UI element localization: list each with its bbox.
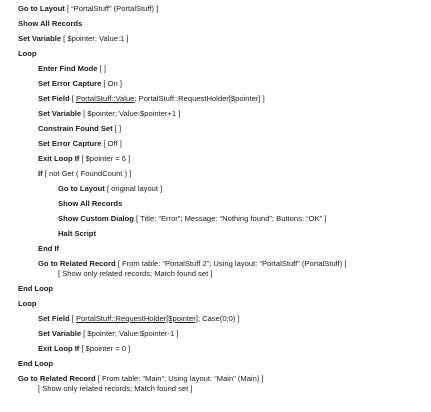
step-parameters: ; PortalStuff::RequestHolder[$pointer] ] [134,94,265,103]
step-parameters: [ $pointer; Value:$pointer-1 ] [81,329,179,338]
step-name: Loop [18,299,37,308]
script-step [18,49,37,59]
step-name: Exit Loop If [38,154,80,163]
step-name: Show All Records [58,199,123,208]
step-name: Enter Find Mode [38,64,98,73]
script-step [18,284,53,294]
step-parameters: [ not Get ( FoundCount ) ] [42,169,132,178]
step-name: Show Custom Dialog [58,214,134,223]
step-parameters: [ $pointer = 0 ] [79,344,131,353]
step-name: Go to Related Record [38,259,116,268]
script-step [58,199,122,209]
script-step [38,244,59,254]
script-step [58,229,96,239]
script-step [38,64,106,74]
step-name: Go to Layout [18,4,65,13]
script-step [38,94,265,104]
step-name: Halt Script [58,229,96,238]
step-name: Show All Records [18,19,83,28]
step-parameters: [ Title: “Error”; Message: “Nothing found”; Buttons: “OK” ] [133,214,327,223]
step-parameters: [ From table: “PortalStuff 2”; Using layout: “PortalStuff” (PortalStuff) ] [115,259,347,268]
script-step [38,154,130,164]
step-name: Set Variable [18,34,62,43]
script-step [38,344,130,354]
field-reference: PortalStuff::RequestHolder[$pointer] [76,314,198,323]
step-parameters: [ Show only related records; Match found set ] [58,269,213,278]
step-name: Set Field [38,314,70,323]
step-parameters: ; Case(0;0) ] [197,314,240,323]
script-step [38,329,178,339]
step-parameters: [ Off ] [101,139,122,148]
step-name: Set Error Capture [38,79,102,88]
step-name: Set Error Capture [38,139,102,148]
field-reference: PortalStuff::Value [76,94,135,103]
script-step [18,19,82,29]
step-name: If [38,169,43,178]
step-parameters: [ ] [112,124,122,133]
script-step [58,269,213,279]
script-step [58,214,326,224]
step-name: Constrain Found Set [38,124,113,133]
script-step [38,384,193,394]
step-name: Go to Layout [58,184,105,193]
script-step [18,374,264,384]
step-parameters: [ $pointer; Value:1 ] [61,34,129,43]
step-name: Go to Related Record [18,374,96,383]
step-name: End If [38,244,60,253]
step-name: Exit Loop If [38,344,80,353]
script-step [18,4,158,14]
step-name: Loop [18,49,37,58]
script-step [38,314,240,324]
script-step [38,139,122,149]
step-name: End Loop [18,284,54,293]
script-step [38,79,122,89]
step-parameters: [ [69,94,76,103]
script-step [18,34,128,44]
script-step [58,184,162,194]
step-parameters: [ “PortalStuff” (PortalStuff) ] [64,4,159,13]
step-name: Set Field [38,94,70,103]
step-parameters: [ [69,314,76,323]
script-step [38,259,347,269]
script-step [38,169,131,179]
script-step [18,359,53,369]
step-parameters: [ From table: “Main”; Using layout: “Main” (Main) ] [95,374,264,383]
step-parameters: [ $pointer; Value:$pointer+1 ] [81,109,181,118]
step-parameters: [ ] [97,64,106,73]
script-step [38,109,180,119]
step-parameters: [ Show only related records; Match found set ] [38,384,193,393]
step-name: End Loop [18,359,54,368]
step-name: Set Variable [38,109,82,118]
step-parameters: [ $pointer = 6 ] [79,154,131,163]
script-step [38,124,121,134]
step-parameters: [ original layout ] [104,184,163,193]
script-step [18,299,37,309]
step-name: Set Variable [38,329,82,338]
step-parameters: [ On ] [101,79,122,88]
